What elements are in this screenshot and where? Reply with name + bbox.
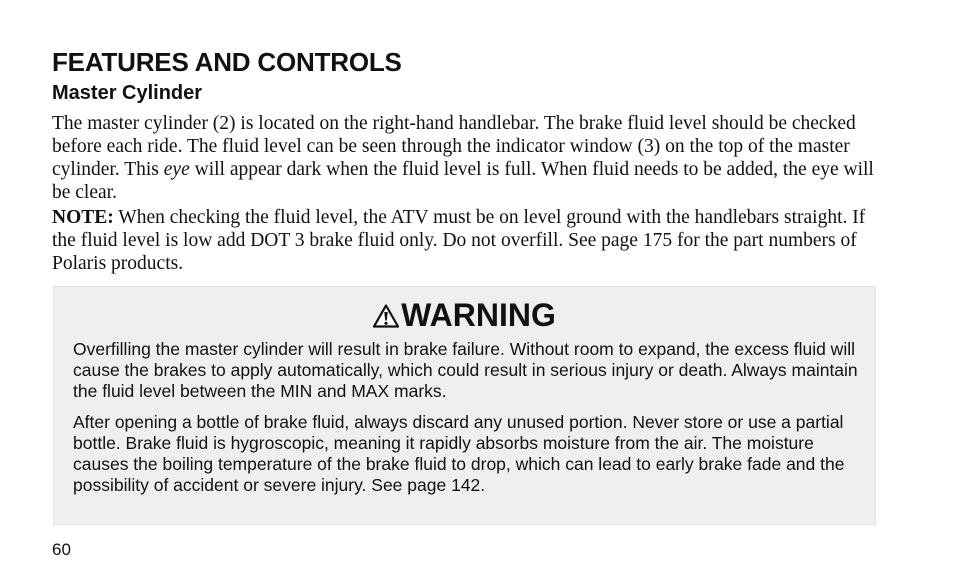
warning-header [54,295,875,335]
warning-box [53,286,876,525]
subheading-master-cylinder: Master Cylinder [52,82,203,104]
note-label: NOTE: [52,207,114,228]
note-paragraph [52,206,892,275]
warning-paragraph-overfilling: Overfilling the master cylinder will result in brake failure. Without room to expand, the excess fluid will cause the brakes to apply automatically, which could result in serious injury or death. Always maintain the fluid level between the MIN and MAX marks. [73,339,858,401]
eye-italic-word: eye [163,159,190,180]
warning-title: WARNING [401,297,556,333]
warning-triangle-icon [373,304,399,328]
page-number: 60 [52,540,71,559]
note-text: When checking the fluid level, the ATV must be on level ground with the handlebars straight. If the fluid level is low add DOT 3 brake fluid only. Do not overfill. See page 175 for the part numbers of Polaris products. [52,207,866,274]
master-cylinder-paragraph [52,112,892,204]
paragraph-text-end: will appear dark when the fluid level is full. When fluid needs to be added, the eye will be clear. [52,159,874,203]
warning-paragraph-brake-fluid: After opening a bottle of brake fluid, always discard any unused portion. Never store or use a partial bottle. Brake fluid is hygroscopic, meaning it rapidly absorbs moisture from the air. The moisture causes the boiling temperature of the brake fluid to drop, which can lead to early brake fade and the possibility of accident or severe injury. See page 142. [73,412,845,495]
paragraph-text-start: The master cylinder (2) is located on the right-hand handlebar. The brake fluid level should be checked before each ride. The fluid level can be seen through the indicator window (3) on the top of the master cylinder. This [52,113,856,180]
section-title: FEATURES AND CONTROLS [52,47,402,77]
